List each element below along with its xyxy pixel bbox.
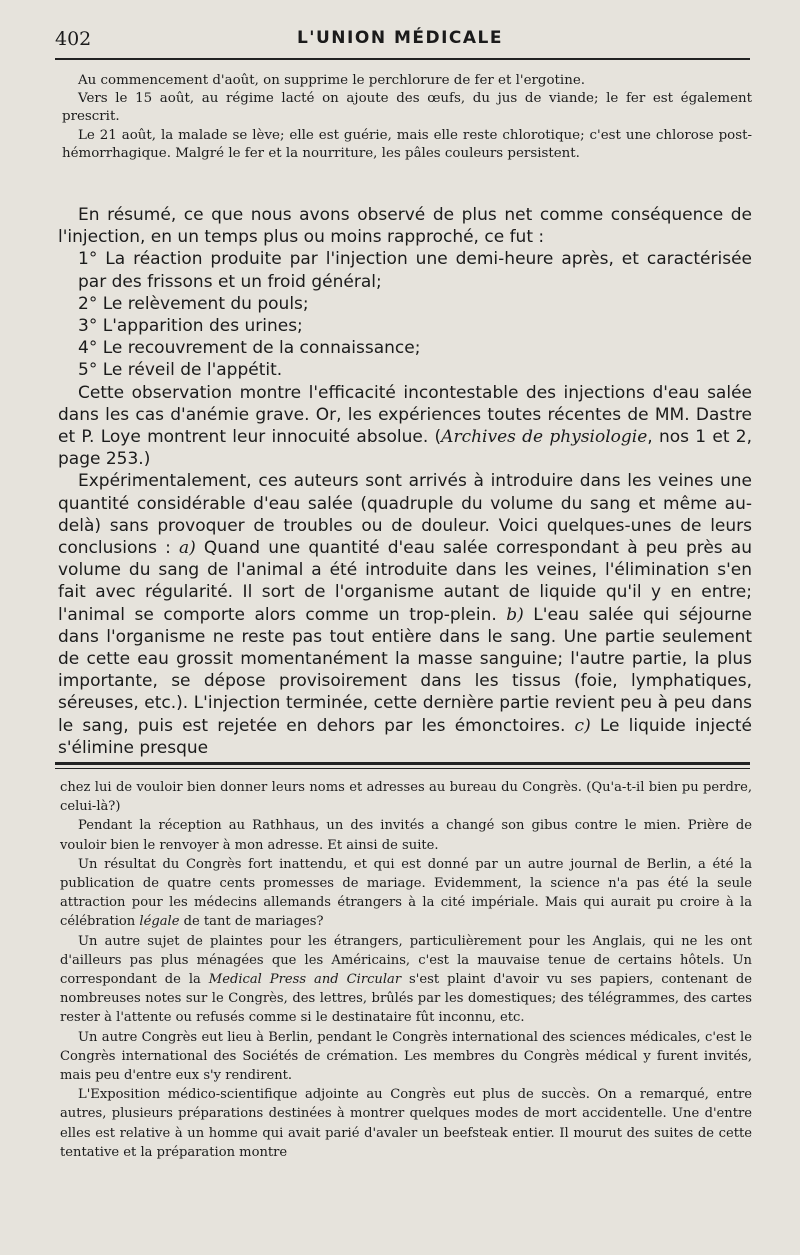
text: Le liquide injecté s'élimine presque [58, 715, 752, 758]
text: , nos 1 et 2, page 253.) [58, 427, 752, 470]
feuilleton [60, 778, 752, 1162]
emphasis: légale [139, 914, 180, 930]
enum-label: c) [574, 715, 591, 736]
paragraph: Pendant la réception au Rathhaus, un des invités a changé son gibus contre le mien. Prière de vouloir bien le renvoyer à mon adresse. Et ainsi de suite. [60, 818, 752, 853]
page-number: 402 [55, 28, 92, 50]
summary-item: 4° Le recouvrement de la connaissance; [78, 338, 421, 359]
main-text [58, 204, 752, 759]
paragraph: Le 21 août, la malade se lève; elle est guérie, mais elle reste chlorotique; c'est une chlorose post-hémorrhagique. Malgré le fer et la nourriture, les pâles couleurs persistent. [62, 127, 752, 161]
journal-title: Archives de physiologie [441, 427, 648, 448]
paragraph: L'Exposition médico-scientifique adjointe au Congrès eut plus de succès. On a remarqué, entre autres, plusieurs préparations destinées à montrer quelques modes de mort accidentelle. Une d'entre elles est relative à un homme qui avait parié d'avaler un beefsteak entier. Il mourut des suites de cette tentative et la préparation montre [60, 1087, 752, 1160]
text: Un résultat du Congrès fort inattendu, et qui est donné par un autre journal de Berlin, a été la publication de quatre cents promesses de mariage. Evidemment, la science n'a pas été la seule attraction pour les médecins allemands étrangers à la cité impériale. Mais qui aurait pu croire à la célébration [60, 856, 752, 930]
summary-intro: En résumé, ce que nous avons observé de plus net comme conséquence de l'injection, en un temps plus ou moins rapproché, ce fut : [58, 205, 752, 248]
enum-label: a) [179, 538, 196, 559]
enum-label: b) [506, 604, 524, 625]
paragraph: Un autre Congrès eut lieu à Berlin, pendant le Congrès international des sciences médicales, c'est le Congrès international des Sociétés de crémation. Les membres du Congrès médical y furent invités, mais peu d'entre eux s'y rendirent. [60, 1029, 752, 1084]
case-report-end [62, 72, 752, 163]
page-header [55, 24, 745, 54]
header-rule [55, 58, 750, 60]
paragraph-experiments [58, 470, 752, 759]
section-rule [55, 762, 750, 765]
summary-item: 2° Le relèvement du pouls; [78, 293, 309, 314]
paragraph: Au commencement d'août, on supprime le perchlorure de fer et l'ergotine. [78, 73, 586, 88]
journal-title: Medical Press and Circular [208, 972, 402, 988]
paragraph: chez lui de vouloir bien donner leurs noms et adresses au bureau du Congrès. (Qu'a-t-il bien pu perdre, celui-là?) [60, 780, 752, 815]
summary-item: 5° Le réveil de l'appétit. [78, 360, 283, 381]
text: Un autre sujet de plaintes pour les étrangers, particulièrement pour les Anglais, qui ne les ont d'ailleurs pas plus ménagées que les Américains, c'est la mauvaise tenue de certains hôtels. Un correspondant de la [60, 933, 752, 988]
paragraph [60, 932, 752, 1028]
running-title: L'UNION MÉDICALE [296, 28, 504, 48]
paragraph: Vers le 15 août, au régime lacté on ajoute des œufs, du jus de viande; le fer est également prescrit. [62, 91, 752, 125]
paragraph-observation [58, 382, 752, 471]
section-rule-thin [55, 768, 750, 769]
paragraph [60, 855, 752, 932]
summary-item: 3° L'apparition des urines; [78, 316, 303, 337]
text: Cette observation montre l'efficacité incontestable des injections d'eau salée dans les cas d'anémie grave. Or, les expériences toutes récentes de MM. Dastre et P. Loye montrent leur innocuité absolue. ( [58, 382, 752, 448]
summary-item: 1° La réaction produite par l'injection une demi-heure après, et caractérisée par des frissons et un froid général; [78, 249, 752, 292]
text: L'eau salée qui séjourne dans l'organisme ne reste pas tout entière dans le sang. Une partie seulement de cette eau grossit momentanément la masse sanguine; l'autre partie, la plus importante, se dépose provisoirement dans les tissus (foie, lymphatiques, séreuses, etc.). L'injection terminée, cette dernière partie revient peu à peu dans le sang, puis est rejetée en dehors par les émonctoires. [58, 604, 752, 736]
text: de tant de mariages? [179, 914, 324, 930]
text: Quand une quantité d'eau salée correspondant à peu près au volume du sang de l'animal a été introduite dans les veines, l'élimination s'en fait avec régularité. Il sort de l'organisme autant de liquide qu'il y en entre; l'animal se comporte alors comme un trop-plein. [58, 538, 753, 625]
text: Expérimentalement, ces auteurs sont arrivés à introduire dans les veines une quantité considérable d'eau salée (quadruple du volume du sang et même au-delà) sans provoquer de troubles ou de douleur. Voici quelques-unes de leurs conclusions : [58, 471, 752, 559]
text: s'est plaint d'avoir vu ses papiers, contenant de nombreuses notes sur le Congrès, des lettres, brûlés par les domestiques; des télégrammes, des cartes rester à l'attente ou refusés comme si le destinataire fût inconnu, etc. [60, 972, 752, 1026]
